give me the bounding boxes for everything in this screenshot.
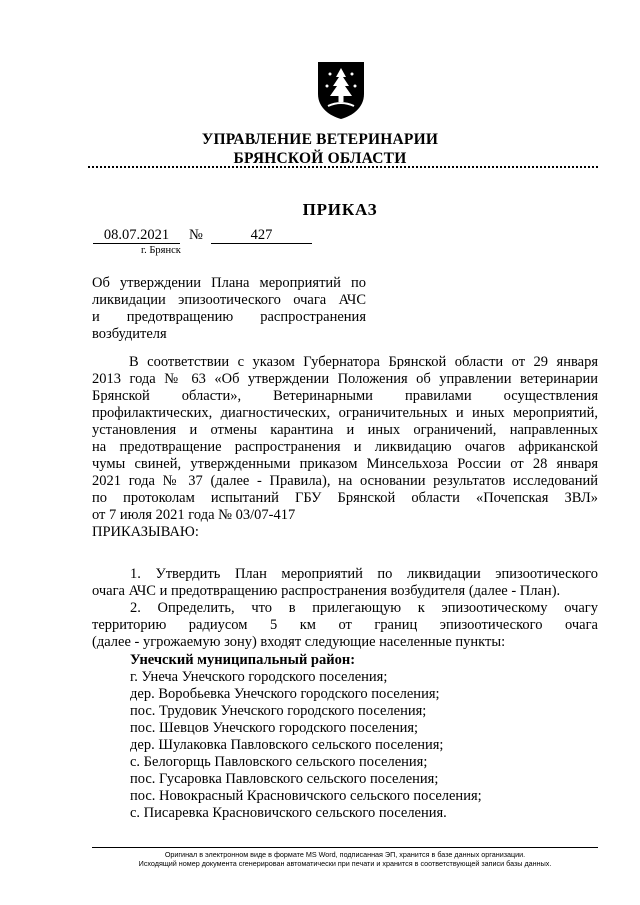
preamble-line: чумы свиней, утвержденными приказом Минсельхоза России от 28 января [92, 456, 598, 472]
item-line: 2. Определить, что в прилегающую к эпизоотическому очагу [130, 600, 598, 616]
subject-line: и предотвращению распространения [92, 309, 366, 325]
item-line: территорию радиусом 5 км от границ эпизоотического очага [92, 617, 598, 633]
number-sign: № [189, 227, 203, 243]
footer-note-line2: Исходящий номер документа сгенерирован автоматически при печати и хранится в соответствующей записи базы данных. [138, 859, 552, 868]
list-item: г. Унеча Унечского городского поселения; [130, 669, 388, 685]
footer-divider [92, 847, 598, 848]
document-subject [92, 275, 366, 343]
preamble-paragraph [92, 354, 598, 541]
document-date: 08.07.2021 [93, 227, 180, 244]
document-type-title: ПРИКАЗ [302, 200, 378, 219]
document-number: 427 [211, 227, 312, 244]
list-item: пос. Шевцов Унечского городского поселения; [130, 720, 419, 736]
footer-note-line1: Оригинал в электронном виде в формате MS Word, подписанная ЭП, хранится в базе данных организации. [164, 850, 526, 859]
item-line: (далее - угрожаемую зону) входят следующие населенные пункты: [92, 634, 506, 650]
preamble-line: по протоколам испытаний ГБУ Брянской области «Почепская ЗВЛ» [92, 490, 598, 506]
list-item: дер. Шулаковка Павловского сельского поселения; [130, 737, 444, 753]
list-item: пос. Новокрасный Красновичского сельского поселения; [130, 788, 482, 804]
item-line: 1. Утвердить План мероприятий по ликвидации эпизоотического [130, 566, 598, 582]
list-item: пос. Трудовик Унечского городского поселения; [130, 703, 427, 719]
org-name-line2: БРЯНСКОЙ ОБЛАСТИ [233, 150, 407, 167]
order-items [92, 566, 598, 651]
header-dotted-divider [88, 166, 598, 168]
document-city: г. Брянск [141, 245, 181, 256]
preamble-line: от 7 июля 2021 года № 03/07-417 [92, 507, 296, 523]
subject-line: возбудителя [92, 326, 167, 342]
list-item: пос. Гусаровка Павловского сельского поселения; [130, 771, 439, 787]
preamble-line: профилактических, диагностических, ограничительных и иных мероприятий, [92, 405, 598, 421]
preamble-line: Брянской области», Ветеринарными правилами осуществления [92, 388, 598, 404]
subject-line: Об утверждении Плана мероприятий по [92, 275, 366, 291]
item-line: очага АЧС и предотвращению распространения возбудителя (далее - План). [92, 583, 561, 599]
list-item: с. Писаревка Красновичского сельского поселения. [130, 805, 447, 821]
order-word: ПРИКАЗЫВАЮ: [92, 524, 199, 540]
preamble-line: 2013 года № 63 «Об утверждении Положения об управлении ветеринарии [92, 371, 598, 387]
district-title: Унечский муниципальный район: [130, 652, 356, 668]
preamble-line: на предотвращение распространения и ликвидацию очагов африканской [92, 439, 598, 455]
coat-of-arms-emblem [316, 60, 366, 120]
subject-line: ликвидации эпизоотического очага АЧС [92, 292, 366, 308]
preamble-line: В соответствии с указом Губернатора Брянской области от 29 января [129, 354, 598, 370]
org-name-line1: УПРАВЛЕНИЕ ВЕТЕРИНАРИИ [201, 131, 439, 148]
list-item: дер. Воробьевка Унечского городского поселения; [130, 686, 440, 702]
preamble-line: 2021 года № 37 (далее - Правила), на основании результатов исследований [92, 473, 598, 489]
settlement-list [130, 652, 590, 822]
list-item: с. Белогорщь Павловского сельского поселения; [130, 754, 428, 770]
preamble-line: установления и отмены карантина и иных ограничений, направленных [92, 422, 598, 438]
